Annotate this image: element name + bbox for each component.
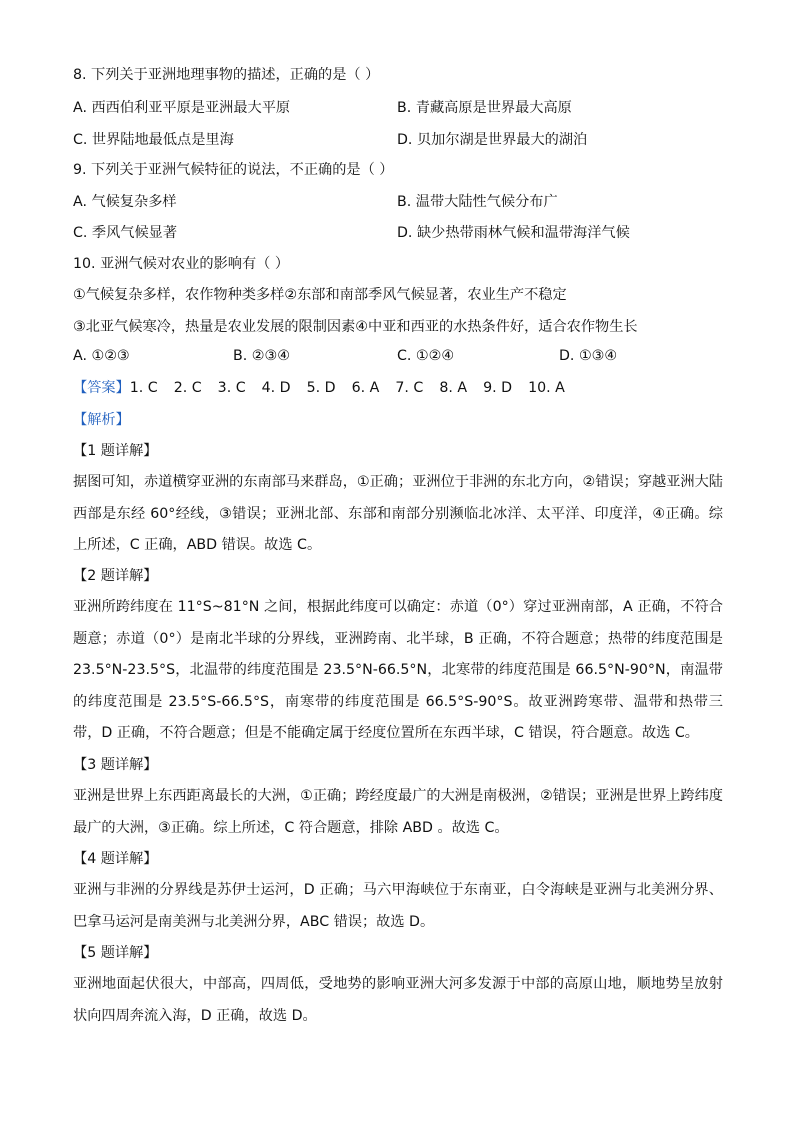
answer-item: 7. C <box>395 380 424 396</box>
detail-1-header: 【1 题详解】 <box>73 443 158 459</box>
answer-item: 1. C <box>129 380 158 396</box>
detail-5-text: 亚洲地面起伏很大，中部高，四周低，受地势的影响亚洲大河多发源于中部的高原山地，顺地势呈放射状向四周奔流入海，D 正确，故选 D。 <box>73 976 723 1024</box>
detail-4-header: 【4 题详解】 <box>73 851 158 867</box>
question-10-statements-1: ①气候复杂多样，农作物种类多样②东部和南部季风气候显著，农业生产不稳定 <box>73 287 567 303</box>
question-10-stem: 10. 亚洲气候对农业的影响有（ ） <box>73 256 290 272</box>
question-8-option-c: C. 世界陆地最低点是里海 <box>73 132 234 148</box>
answer-item: 2. C <box>173 380 202 396</box>
question-8-option-b: B. 青藏高原是世界最大高原 <box>397 100 572 116</box>
detail-2-text: 亚洲所跨纬度在 11°S~81°N 之间，根据此纬度可以确定：赤道（0°）穿过亚洲南部，A 正确，不符合题意；赤道（0°）是南北半球的分界线，亚洲跨南、北半球，B 正确，不符合题意；热带的纬度范围是 23.5°N-23.5°S，北温带的纬度范围是 23.5°N-66.5°N，北寒带的纬度范围是 66.5°N-90°N，南温带的纬度范围是 23.5°S-66.5°S，南寒带的纬度范围是 66.5°S-90°S。故亚洲跨寒带、温带和热带三带，D 正确，不符合题意；但是不能确定属于经度位置所在东西半球，C 错误，符合题意。故选 C。 <box>73 599 723 741</box>
question-9-option-b: B. 温带大陆性气候分布广 <box>397 194 558 210</box>
answer-item: 5. D <box>306 380 336 396</box>
question-9-stem: 9. 下列关于亚洲气候特征的说法，不正确的是（ ） <box>73 162 394 178</box>
answer-item: 8. A <box>439 380 468 396</box>
detail-3-header: 【3 题详解】 <box>73 757 158 773</box>
answer-item: 10. A <box>528 380 565 396</box>
detail-4-text: 亚洲与非洲的分界线是苏伊士运河，D 正确；马六甲海峡位于东南亚，白令海峡是亚洲与北美洲分界、巴拿马运河是南美洲与北美洲分界，ABC 错误；故选 D。 <box>73 882 723 930</box>
detail-3-text: 亚洲是世界上东西距离最长的大洲，①正确；跨经度最广的大洲是南极洲，②错误；亚洲是世界上跨纬度最广的大洲，③正确。综上所述，C 符合题意，排除 ABD 。故选 C。 <box>73 788 723 836</box>
answer-item: 9. D <box>483 380 513 396</box>
detail-2-header: 【2 题详解】 <box>73 568 158 584</box>
answer-key-label: 【答案】 <box>73 380 130 396</box>
question-10-option-a: A. ①②③ <box>73 348 130 364</box>
question-10-option-b: B. ②③④ <box>233 348 290 364</box>
answer-item: 4. D <box>261 380 291 396</box>
question-9-option-a: A. 气候复杂多样 <box>73 194 177 210</box>
question-10-option-d: D. ①③④ <box>559 348 618 364</box>
detail-1-text: 据图可知，赤道横穿亚洲的东南部马来群岛，①正确；亚洲位于非洲的东北方向，②错误；穿越亚洲大陆西部是东经 60°经线，③错误；亚洲北部、东部和南部分别濒临北冰洋、太平洋、印度洋，④正确。综上所述，C 正确，ABD 错误。故选 C。 <box>73 474 723 553</box>
question-9-option-c: C. 季风气候显著 <box>73 225 178 241</box>
question-9-option-d: D. 缺少热带雨林气候和温带海洋气候 <box>397 225 630 241</box>
question-8-stem: 8. 下列关于亚洲地理事物的描述，正确的是（ ） <box>73 67 380 83</box>
answer-key <box>73 378 581 398</box>
answer-item: 6. A <box>351 380 380 396</box>
question-10-statements-2: ③北亚气候寒冷，热量是农业发展的限制因素④中亚和西亚的水热条件好，适合农作物生长 <box>73 319 638 335</box>
question-8-option-d: D. 贝加尔湖是世界最大的湖泊 <box>397 132 588 148</box>
answer-item: 3. C <box>217 380 246 396</box>
detail-5-header: 【5 题详解】 <box>73 945 158 961</box>
question-8-option-a: A. 西西伯利亚平原是亚洲最大平原 <box>73 100 291 116</box>
analysis-label: 【解析】 <box>73 412 130 428</box>
question-10-option-c: C. ①②④ <box>397 348 455 364</box>
